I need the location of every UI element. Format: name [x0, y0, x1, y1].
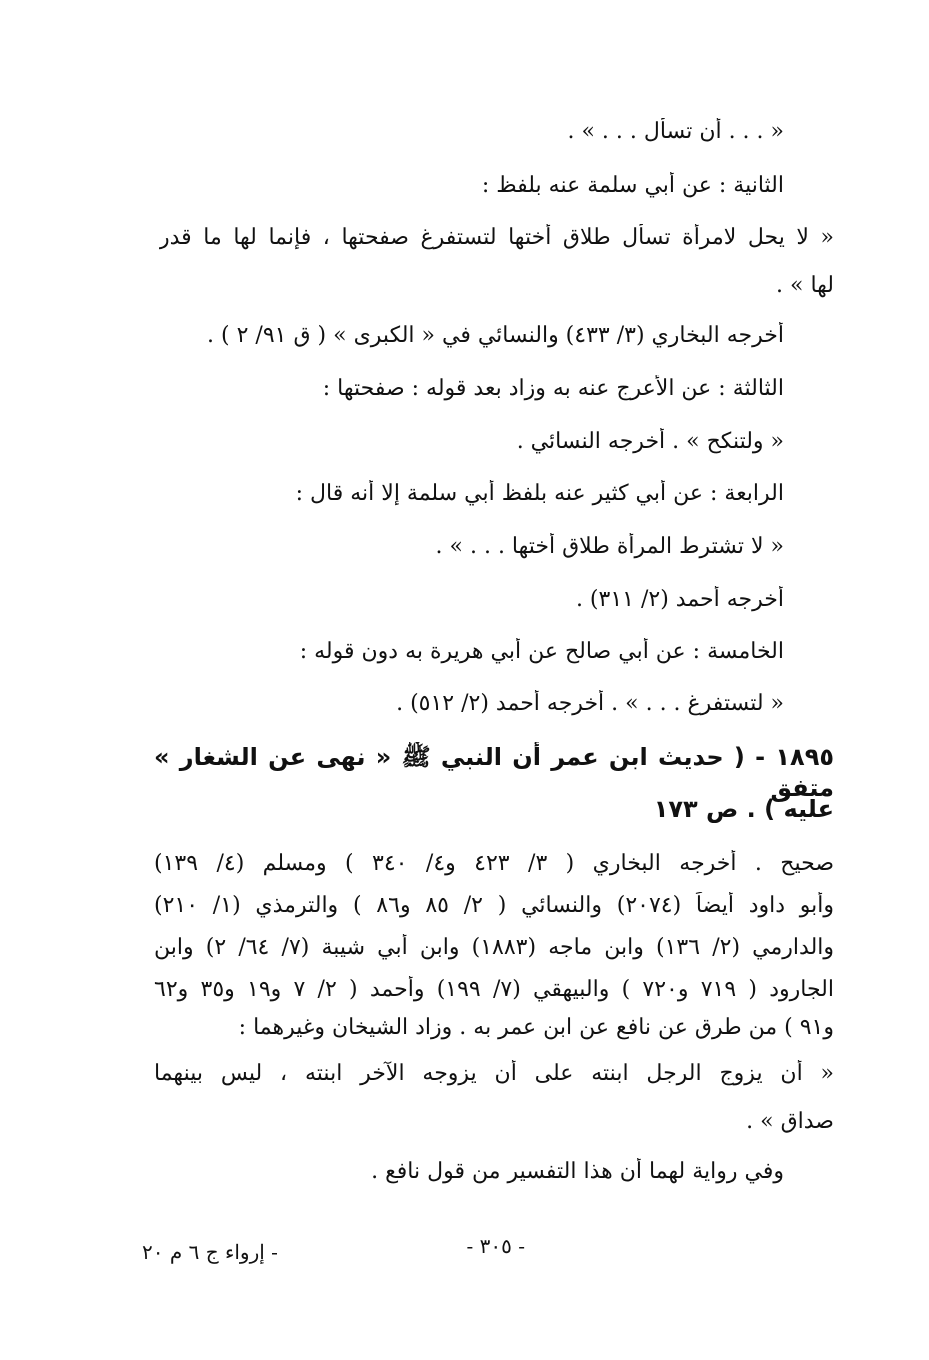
- text-line-1: « . . . أن تسأل . . . » .: [567, 119, 784, 144]
- body-line-8: وفي رواية لهما أن هذا التفسير من قول نافع .: [371, 1159, 784, 1184]
- text-line-3: « لا يحل لامرأة تسأل طلاق أختها لتستفرغ صفحتها ، فإنما لها ما قدر: [159, 225, 834, 250]
- signature-mark: - إرواء ج ٦ م ٢٠: [142, 1240, 278, 1264]
- text-line-8: الرابعة : عن أبي كثير عنه بلفظ أبي سلمة إلا أنه قال :: [295, 481, 784, 506]
- text-line-5: أخرجه البخاري (٣/ ٤٣٣) والنسائي في « الكبرى » ( ق ٩١/ ٢ ) .: [207, 323, 784, 348]
- body-line-7: صداق » .: [746, 1109, 834, 1134]
- body-line-4: الجارود ( ٧١٩ و٧٢٠ ) والبيهقي (٧/ ١٩٩) وأحمد ( ٢/ ٧ و١٩ و٣٥ و٦٢: [154, 977, 834, 1002]
- text-line-2: الثانية : عن أبي سلمة عنه بلفظ :: [481, 173, 784, 198]
- page-number: - ٣٠٥ -: [466, 1234, 525, 1258]
- text-line-12: « لتستفرغ . . . » . أخرجه أحمد (٢/ ٥١٢) .: [396, 691, 784, 716]
- text-line-6: الثالثة : عن الأعرج عنه به وزاد بعد قوله : صفحتها :: [322, 376, 784, 401]
- text-line-10: أخرجه أحمد (٢/ ٣١١) .: [575, 587, 784, 612]
- body-line-5: و٩١ ) من طرق عن نافع عن ابن عمر به . وزاد الشيخان وغيرهما :: [238, 1015, 834, 1040]
- text-line-11: الخامسة : عن أبي صالح عن أبي هريرة به دون قوله :: [299, 639, 784, 664]
- body-line-3: والدارمي (٢/ ١٣٦) وابن ماجه (١٨٨٣) وابن أبي شيبة (٧/ ٦٤/ ٢) وابن: [154, 935, 834, 960]
- body-line-2: وأبو داود أيضاً (٢٠٧٤) والنسائي ( ٢/ ٨٥ و٨٦ ) والترمذي (١/ ٢١٠): [154, 893, 834, 918]
- text-line-7: « ولتنكح » . أخرجه النسائي .: [516, 429, 784, 454]
- hadith-heading-line-2: عليه ) . ص ١٧٣: [653, 795, 834, 823]
- text-line-9: « لا تشترط المرأة طلاق أختها . . . » .: [435, 534, 784, 559]
- hadith-heading-line-1: ١٨٩٥ - ( حديث ابن عمر أن النبي ﷺ « نهى عن الشغار » متفق: [154, 743, 834, 803]
- text-line-4: لها » .: [776, 273, 834, 298]
- body-line-6: « أن يزوج الرجل ابنته على أن يزوجه الآخر ابنته ، ليس بينهما: [154, 1061, 834, 1086]
- body-line-1: صحيح . أخرجه البخاري ( ٣/ ٤٢٣ و٤/ ٣٤٠ ) ومسلم (٤/ ١٣٩): [154, 851, 834, 876]
